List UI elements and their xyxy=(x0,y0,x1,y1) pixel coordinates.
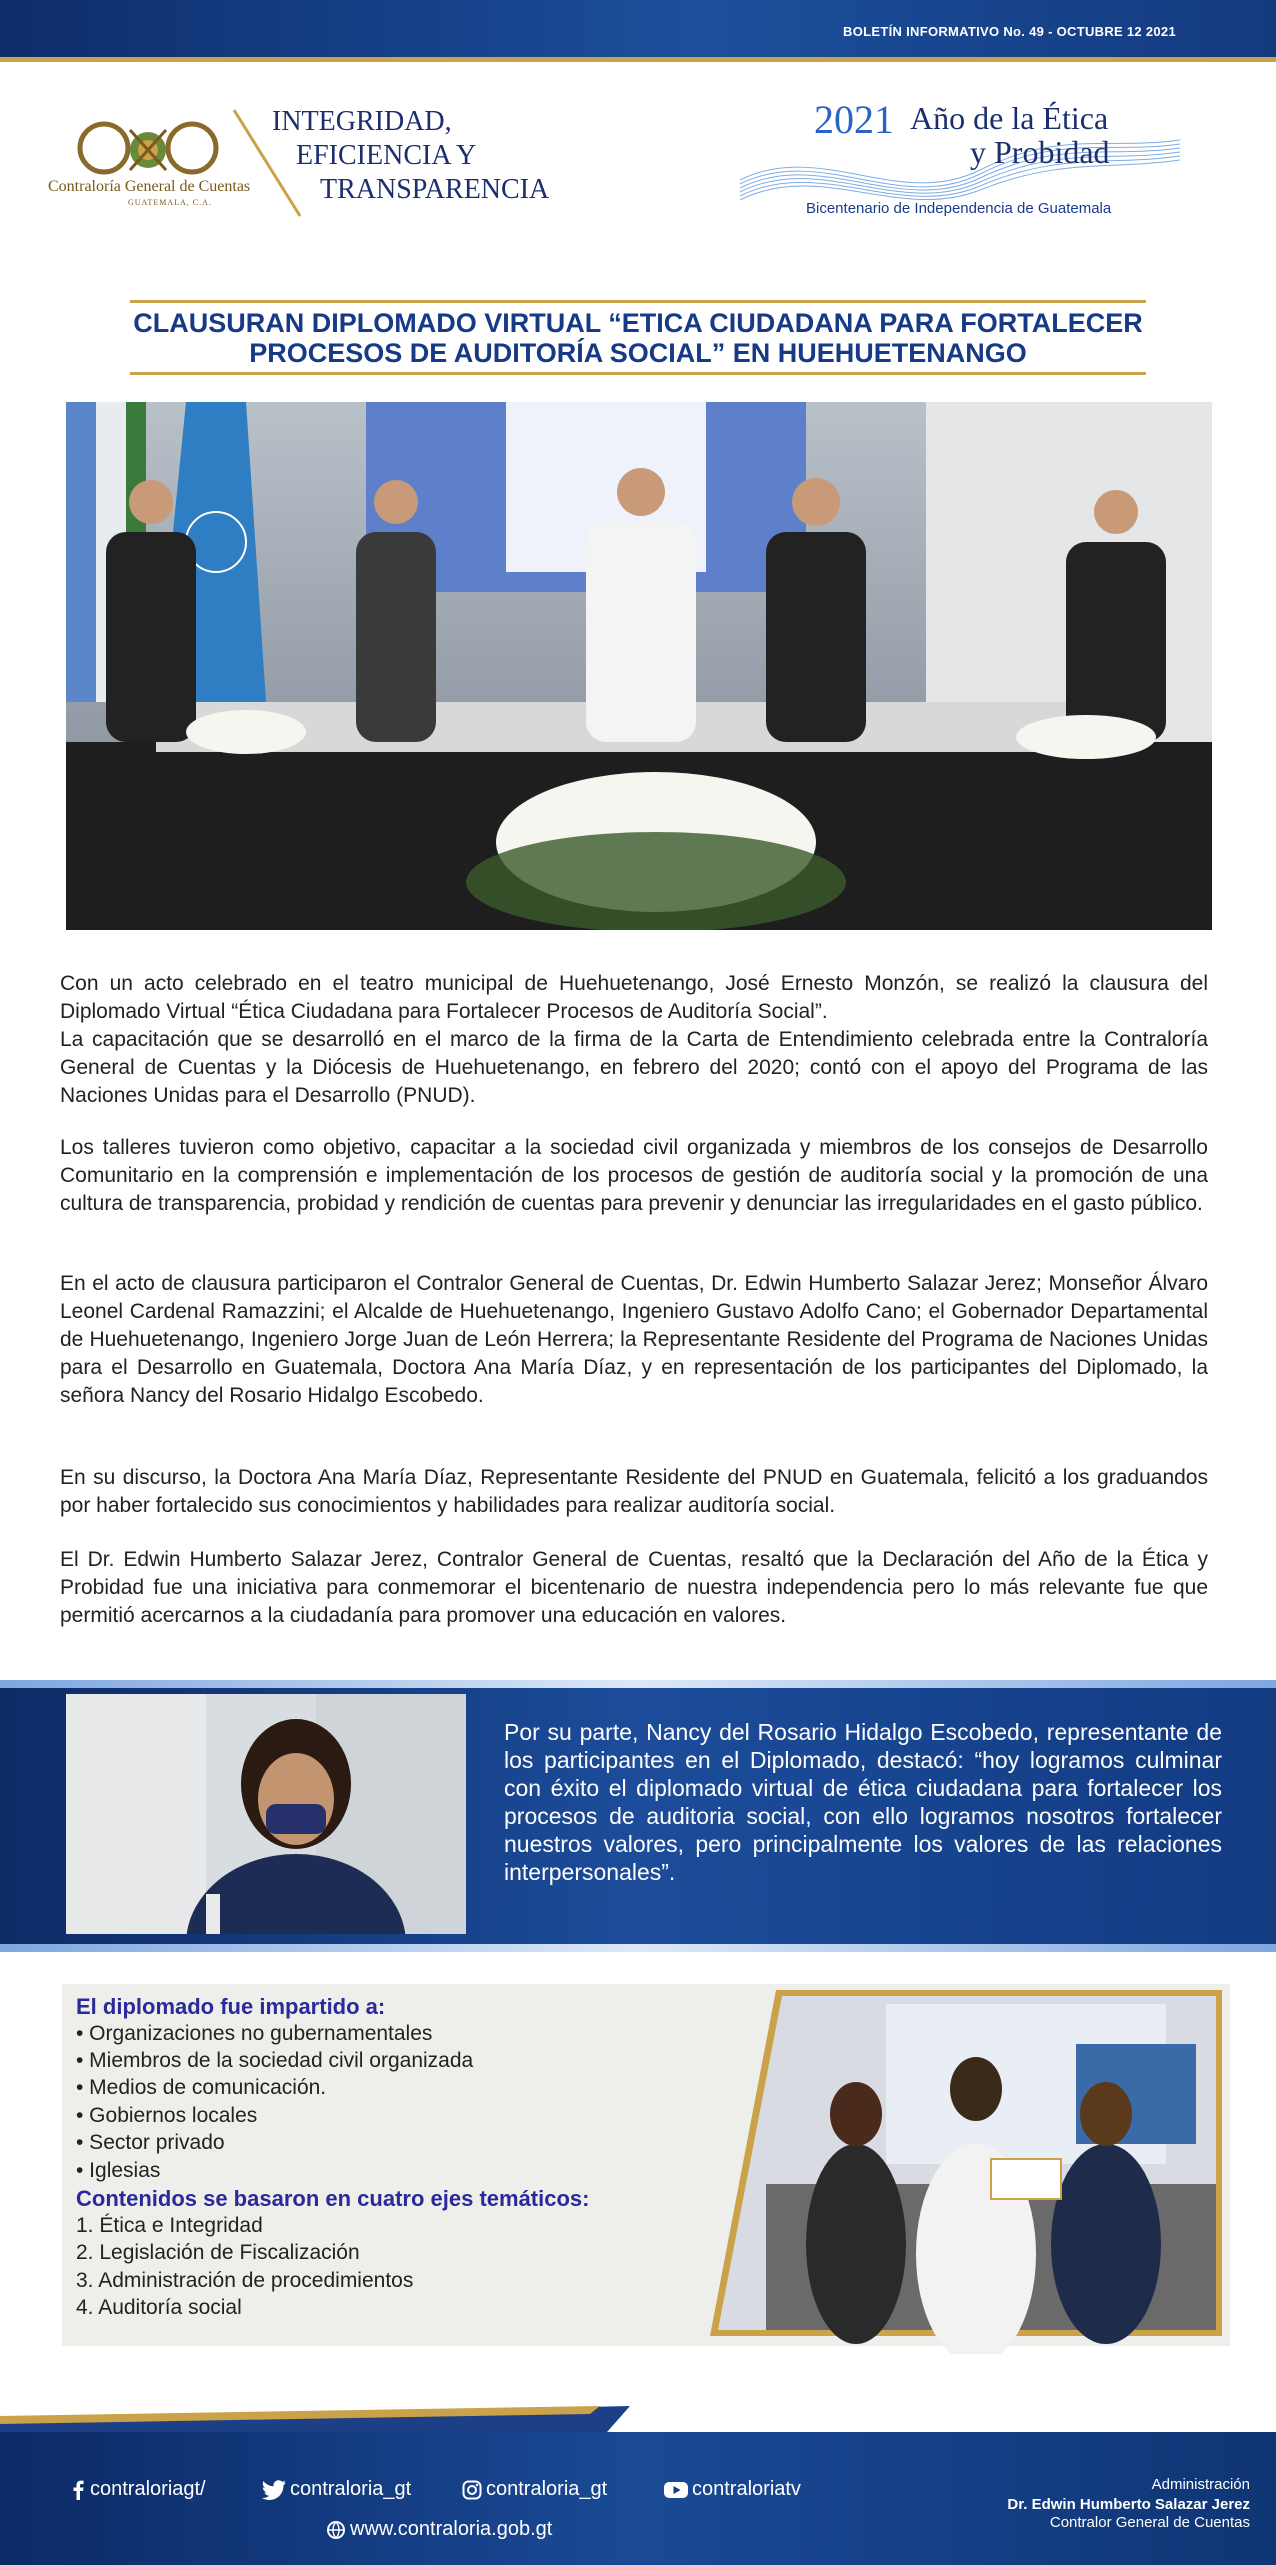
paragraph-4: En el acto de clausura participaron el Contralor General de Cuentas, Dr. Edwin Humberto Salazar Jerez; Monseñor Álvaro Leonel Cardenal Ramazzini; el Alcalde de Huehuetenango, Ingeniero Gustavo Adolfo Cano; el Gobernador Departamental de Huehuetenango, Ingeniero Jorge Juan de León Herrera; la Representante Residente del Programa de Naciones Unidas para el Desarrollo en Guatemala, Doctora Ana María Díaz, y en representación de los participantes del Diplomado, la señora Nancy del Rosario Hidalgo Escobedo. xyxy=(60,1272,1208,1407)
facebook-handle: contraloriagt/ xyxy=(90,2478,206,2500)
paragraph-2: La capacitación que se desarrolló en el marco de la firma de la Carta de Entendimiento celebrada entre la Contraloría General de Cuentas y la Diócesis de Huehuetenango, en febrero del 2020; contó con el apoyo del Programa de las Naciones Unidas para el Desarrollo (PNUD). xyxy=(60,1028,1208,1107)
globe-icon xyxy=(326,2520,346,2540)
article-title-line-2: PROCESOS DE AUDITORÍA SOCIAL” EN HUEHUETENANGO xyxy=(249,338,1027,368)
admin-name: Dr. Edwin Humberto Salazar Jerez xyxy=(1007,2496,1250,2513)
admin-label: Administración xyxy=(1151,2476,1250,2493)
ceremony-photo xyxy=(66,402,1212,930)
twitter-handle: contraloria_gt xyxy=(290,2478,412,2500)
motto-line-1: INTEGRIDAD, xyxy=(272,106,452,137)
admin-role: Contralor General de Cuentas xyxy=(1049,2514,1250,2531)
diploma-photo xyxy=(706,1984,1226,2354)
bulletin-number: BOLETÍN INFORMATIVO No. 49 - OCTUBRE 12 2021 xyxy=(843,24,1176,39)
audience-item: • Medios de comunicación. xyxy=(76,2076,327,2099)
topic-item: 1. Ética e Integridad xyxy=(76,2214,263,2237)
youtube-handle: contraloriatv xyxy=(692,2478,801,2500)
youtube-link[interactable] xyxy=(664,2478,801,2501)
topic-item: 2. Legislación de Fiscalización xyxy=(76,2241,360,2264)
quote-band-rule-top xyxy=(0,1680,1276,1688)
twitter-icon xyxy=(262,2480,286,2500)
year-number: 2021 xyxy=(814,97,894,142)
instagram-icon xyxy=(462,2480,482,2500)
motto-line-2: EFICIENCIA Y xyxy=(296,140,477,171)
facebook-link[interactable] xyxy=(70,2478,206,2501)
audience-heading: El diplomado fue impartido a: xyxy=(76,1994,386,2019)
instagram-link[interactable] xyxy=(462,2478,607,2501)
org-subtitle: GUATEMALA, C.A. xyxy=(128,198,212,207)
twitter-link[interactable] xyxy=(262,2478,411,2501)
youtube-icon xyxy=(664,2481,688,2499)
title-rule-top xyxy=(130,300,1146,303)
topic-item: 4. Auditoría social xyxy=(76,2296,242,2319)
website-link[interactable] xyxy=(326,2518,552,2541)
paragraph-6: El Dr. Edwin Humberto Salazar Jerez, Contralor General de Cuentas, resaltó que la Declaración del Año de la Ética y Probidad fue una iniciativa para conmemorar el bicentenario de nuestra independencia pero lo más relevante fue que permitió acercarnos a la ciudadanía para promover una educación en valores. xyxy=(60,1548,1208,1627)
year-title-line-1: Año de la Ética xyxy=(910,100,1109,136)
year-title-line-2: y Probidad xyxy=(970,134,1110,170)
paragraph-3: Los talleres tuvieron como objetivo, capacitar a la sociedad civil organizada y miembros de los consejos de Desarrollo Comunitario en la comprensión e implementación de los procesos de gestión de auditoría social y la promoción de una cultura de transparencia, probidad y rendición de cuentas para prevenir y denunciar las irregularidades en el gasto público. xyxy=(60,1136,1208,1215)
topics-heading: Contenidos se basaron en cuatro ejes temáticos: xyxy=(76,2186,590,2211)
audience-item: • Miembros de la sociedad civil organizada xyxy=(76,2049,474,2072)
title-rule-bottom xyxy=(130,372,1146,375)
speaker-photo xyxy=(66,1694,466,1934)
website-url: www.contraloria.gob.gt xyxy=(350,2518,553,2540)
audience-item: • Gobiernos locales xyxy=(76,2104,258,2127)
topic-item: 3. Administración de procedimientos xyxy=(76,2269,414,2292)
paragraph-5: En su discurso, la Doctora Ana María Díaz, Representante Residente del PNUD en Guatemala, felicitó a los graduandos por haber fortalecido sus conocimientos y habilidades para realizar auditoría social. xyxy=(60,1466,1208,1517)
instagram-handle: contraloria_gt xyxy=(486,2478,608,2500)
facebook-icon xyxy=(70,2480,86,2500)
org-name: Contraloría General de Cuentas xyxy=(48,178,251,195)
paragraph-1: Con un acto celebrado en el teatro municipal de Huehuetenango, José Ernesto Monzón, se realizó la clausura del Diplomado Virtual “Ética Ciudadana para Fortalecer Procesos de Auditoría Social”. xyxy=(60,972,1208,1023)
quote-band-rule-bottom xyxy=(0,1944,1276,1952)
bicentenario-caption: Bicentenario de Independencia de Guatemala xyxy=(806,200,1112,217)
motto-line-3: TRANSPARENCIA xyxy=(320,174,550,205)
speaker-quote: Por su parte, Nancy del Rosario Hidalgo Escobedo, representante de los participantes en el Diplomado, destacó: “hoy logramos culminar con éxito el diplomado virtual de ética ciudadana para fortalecer los procesos de auditoria social, con ello logramos nosotros fortalecer nuestros valores, pero principalmente los valores de las relaciones interpersonales”. xyxy=(504,1719,1222,1885)
article-title-line-1: CLAUSURAN DIPLOMADO VIRTUAL “ETICA CIUDADANA PARA FORTALECER xyxy=(133,308,1143,338)
audience-item: • Organizaciones no gubernamentales xyxy=(76,2022,433,2045)
waves-graphic xyxy=(730,130,1190,210)
audience-item: • Iglesias xyxy=(76,2159,161,2182)
audience-item: • Sector privado xyxy=(76,2131,225,2154)
